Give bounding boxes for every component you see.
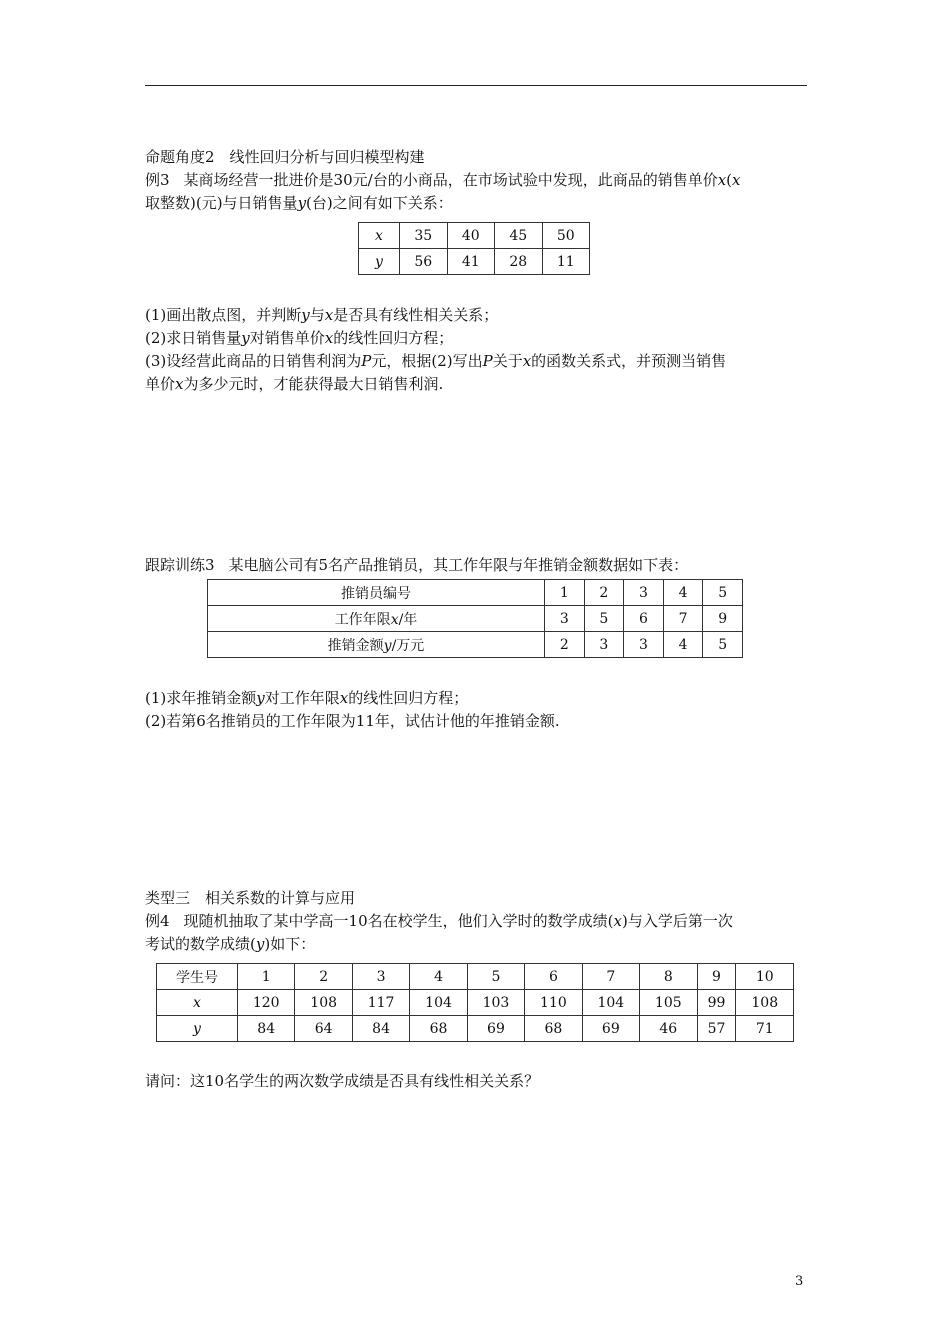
salesperson-table: [207, 579, 743, 658]
text: 是否具有线性相关关系；: [333, 306, 499, 324]
table-row: [157, 964, 794, 990]
var: y: [256, 689, 265, 707]
practice-3-intro: [145, 554, 807, 577]
text: 单价: [145, 375, 176, 393]
practice-3-questions: [145, 687, 807, 733]
page-number: 3: [795, 1274, 804, 1289]
table-row: [208, 580, 743, 606]
question-1: [145, 687, 807, 710]
table-cell: 104: [582, 990, 639, 1016]
table-cell: 7: [663, 606, 703, 632]
section-heading: 类型三 相关系数的计算与应用: [145, 889, 356, 907]
table-cell: 105: [640, 990, 697, 1016]
row-label: [157, 1016, 238, 1042]
student-scores-table: [156, 963, 794, 1042]
text: (1)求年推销金额: [145, 689, 257, 707]
text: 现随机抽取了某中学高一10名在校学生，他们入学时的数学成绩(: [183, 912, 614, 930]
table-cell: 35: [400, 223, 448, 249]
text: 某商场经营一批进价是30元/台的小商品，在市场试验中发现，此商品的销售单价: [183, 171, 718, 189]
var: y: [241, 329, 250, 347]
example-3-questions: [145, 304, 807, 396]
text: /年: [398, 611, 418, 628]
table-row: [157, 1016, 794, 1042]
var: x: [717, 171, 727, 189]
table-cell: 11: [542, 249, 590, 275]
table-cell: 3: [545, 606, 585, 632]
question: 请问：这10名学生的两次数学成绩是否具有线性相关关系？: [145, 1072, 540, 1090]
example-3-line-1: [145, 169, 807, 192]
table-cell: 69: [467, 1016, 524, 1042]
header-rule: [145, 85, 807, 86]
question-3: [145, 350, 807, 373]
table-cell: 117: [352, 990, 409, 1016]
text: 与: [309, 306, 325, 324]
table-cell: 3: [624, 632, 664, 658]
row-label: [157, 990, 238, 1016]
var: y: [383, 637, 392, 654]
var: x: [390, 611, 399, 628]
table-row: [157, 990, 794, 1016]
text: 关于: [492, 352, 523, 370]
table-cell: 2: [584, 580, 624, 606]
row-label: 学生号: [157, 964, 238, 990]
table-row: [359, 223, 590, 249]
table-cell: 68: [410, 1016, 467, 1042]
var: x: [193, 994, 201, 1011]
var: x: [324, 329, 334, 347]
table-cell: 84: [238, 1016, 295, 1042]
table-cell: 7: [582, 964, 639, 990]
table-cell: 108: [295, 990, 352, 1016]
row-label: [359, 249, 400, 275]
table-cell: 5: [703, 632, 743, 658]
table-cell: 5: [467, 964, 524, 990]
table-cell: 6: [525, 964, 582, 990]
var: x: [175, 375, 184, 393]
table-cell: 8: [640, 964, 697, 990]
table-cell: 9: [703, 606, 743, 632]
var: y: [255, 935, 265, 953]
table-cell: 57: [697, 1016, 736, 1042]
var: x: [339, 689, 349, 707]
text: (: [726, 171, 733, 189]
text: 为多少元时，才能获得最大日销售利润.: [183, 375, 444, 393]
row-label: [208, 606, 545, 632]
table-cell: 6: [624, 606, 664, 632]
table-cell: 120: [238, 990, 295, 1016]
table-cell: 2: [295, 964, 352, 990]
question-2: (2)若第6名推销员的工作年限为11年，试估计他的年推销金额.: [145, 712, 560, 730]
text: 的线性回归方程；: [348, 689, 469, 707]
table-cell: 2: [545, 632, 585, 658]
practice-label: 跟踪训练3: [145, 556, 215, 574]
table-cell: 5: [703, 580, 743, 606]
row-label: [208, 632, 545, 658]
var: y: [297, 194, 307, 212]
table-cell: 45: [495, 223, 543, 249]
table-row: [359, 249, 590, 275]
text: 的函数关系式，并预测当销售: [531, 352, 727, 370]
text: 推销金额: [327, 637, 384, 654]
example-label: 例3: [145, 171, 170, 189]
table-cell: 1: [238, 964, 295, 990]
table-cell: 104: [410, 990, 467, 1016]
section-heading: 命题角度2 线性回归分析与回归模型构建: [145, 148, 425, 166]
table-cell: 41: [447, 249, 495, 275]
example-label: 例4: [145, 912, 170, 930]
question-3-cont: [145, 373, 807, 396]
table-cell: 3: [352, 964, 409, 990]
text: )如下：: [264, 935, 316, 953]
table-cell: 3: [584, 632, 624, 658]
example-4-line-1: [145, 910, 807, 933]
table-cell: 68: [525, 1016, 582, 1042]
table-cell: 56: [400, 249, 448, 275]
var: y: [375, 253, 383, 270]
table-cell: 1: [545, 580, 585, 606]
question-1: [145, 304, 807, 327]
text: 对工作年限: [264, 689, 340, 707]
table-cell: 10: [736, 964, 794, 990]
table-cell: 40: [447, 223, 495, 249]
text: (3)设经营此商品的日销售利润为: [145, 352, 362, 370]
table-cell: 103: [467, 990, 524, 1016]
text: 对销售单价: [249, 329, 325, 347]
example-4-line-2: [145, 933, 807, 956]
text: 某电脑公司有5名产品推销员，其工作年限与年推销金额数据如下表：: [228, 556, 689, 574]
var: y: [193, 1020, 201, 1037]
var: x: [613, 912, 622, 930]
var: P: [482, 352, 493, 370]
section-regression-model: [145, 146, 807, 215]
practice-3: [145, 554, 807, 577]
row-label: 推销员编号: [208, 580, 545, 606]
var: x: [522, 352, 532, 370]
var: y: [301, 306, 310, 324]
text: (2)求日销售量: [145, 329, 242, 347]
table-cell: 99: [697, 990, 736, 1016]
table-row: [208, 606, 743, 632]
table-cell: 84: [352, 1016, 409, 1042]
table-row: [208, 632, 743, 658]
table-cell: 4: [410, 964, 467, 990]
text: (1)画出散点图，并判断: [145, 306, 302, 324]
var: x: [324, 306, 334, 324]
text: /万元: [391, 637, 425, 654]
question-2: [145, 327, 807, 350]
table-cell: 4: [663, 580, 703, 606]
table-cell: 46: [640, 1016, 697, 1042]
table-cell: 3: [624, 580, 664, 606]
text: 考试的数学成绩(: [145, 935, 256, 953]
var: P: [361, 352, 372, 370]
var: x: [732, 171, 741, 189]
text: 元，根据(2)写出: [371, 352, 483, 370]
table-cell: 9: [697, 964, 736, 990]
var: x: [375, 227, 383, 244]
table-cell: 108: [736, 990, 794, 1016]
example-4-question: [145, 1070, 807, 1093]
price-sales-table: [358, 222, 590, 275]
text: (台)之间有如下关系：: [306, 194, 453, 212]
text: 工作年限: [334, 611, 391, 628]
table-cell: 110: [525, 990, 582, 1016]
text: 的线性回归方程；: [333, 329, 454, 347]
table-cell: 28: [495, 249, 543, 275]
table-cell: 69: [582, 1016, 639, 1042]
section-correlation: [145, 887, 807, 956]
table-cell: 71: [736, 1016, 794, 1042]
table-cell: 50: [542, 223, 590, 249]
example-3-line-2: [145, 192, 807, 215]
text: )与入学后第一次: [621, 912, 733, 930]
table-cell: 64: [295, 1016, 352, 1042]
table-cell: 5: [584, 606, 624, 632]
text: 取整数)(元)与日销售量: [145, 194, 298, 212]
row-label: [359, 223, 400, 249]
table-cell: 4: [663, 632, 703, 658]
